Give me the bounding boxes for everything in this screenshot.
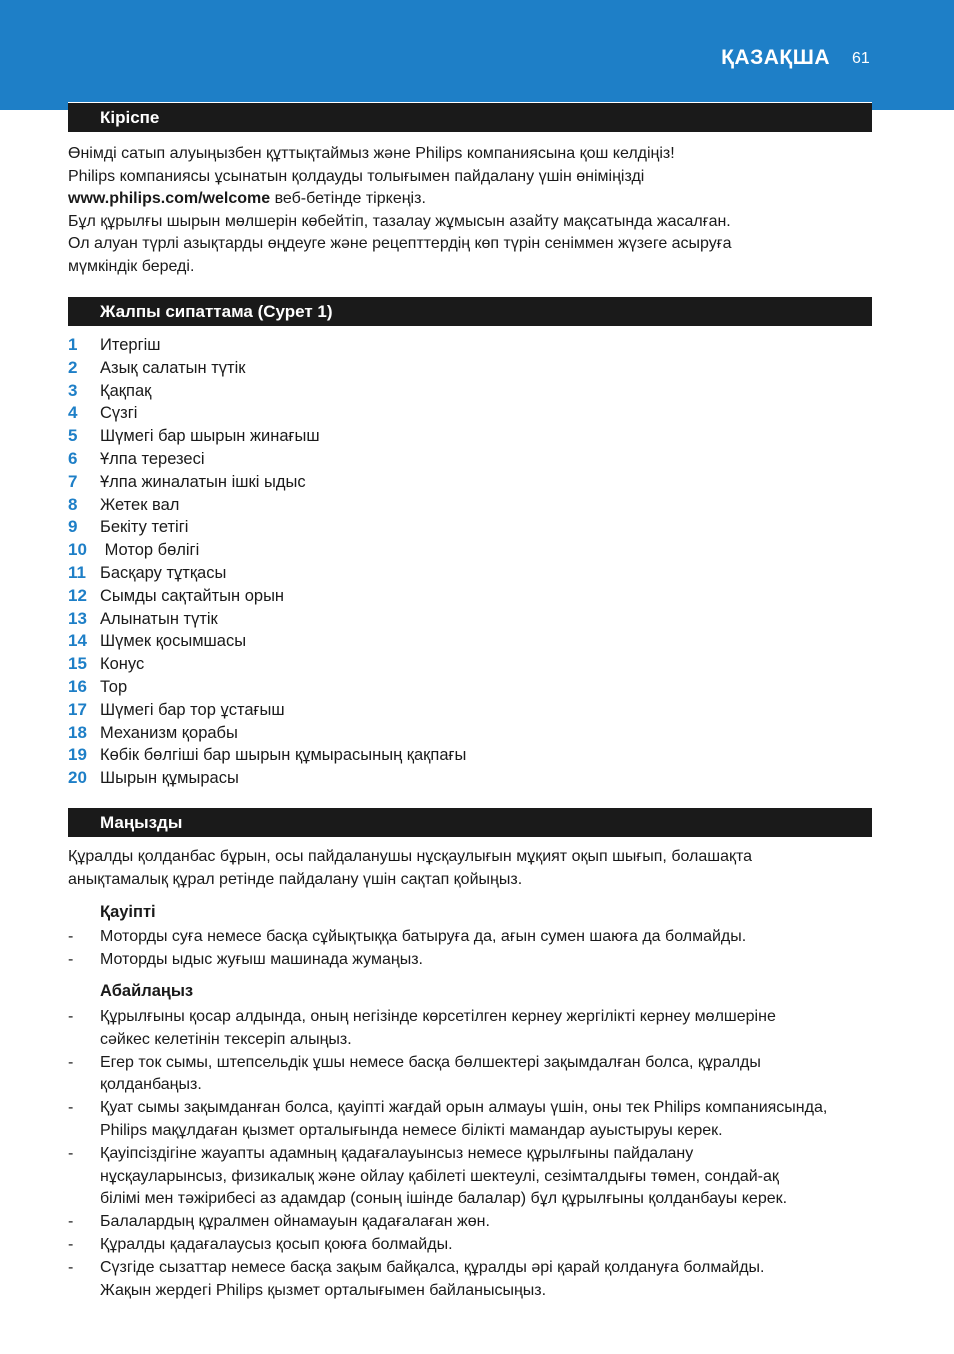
bullet-line: Қуат сымы зақымданған болса, қауіпті жағдай орын алмауы үшін, оны тек Philips компаниясында, [100,1099,828,1117]
part-number: 2 [68,357,78,377]
part-number: 12 [68,585,87,605]
bullet-dash: - [68,1213,74,1231]
bullet-item [68,1097,878,1143]
bullet-line: білімі мен тәжірибесі аз адамдар (соның ішінде балалар) бұл құрылғыны қолданбауы керек. [100,1190,788,1208]
website-link[interactable]: www.philips.com/welcome [68,190,271,207]
part-number: 11 [68,562,86,582]
part-item [68,334,466,357]
part-label: Сымды сақтайтын орын [100,586,285,605]
part-number: 5 [68,426,78,446]
bullet-line: Құралды қадағалаусыз қосып қоюға болмайды. [100,1235,453,1253]
part-number: 6 [68,448,78,468]
header-bar [0,0,954,110]
bullet-item [68,926,878,949]
part-number: 10 [68,540,87,560]
important-line: Құралды қолданбас бұрын, осы пайдаланушы нұсқаулығын мұқият оқып шығып, болашақта [68,848,753,865]
part-label: Ұлпа жиналатын ішкі ыдыс [100,472,306,491]
part-number: 8 [68,494,78,514]
part-label: Мотор бөлігі [100,541,200,560]
part-number: 1 [68,335,78,354]
part-item [68,562,466,585]
part-item [68,585,466,608]
part-item [68,744,466,767]
part-number: 19 [68,745,87,765]
bullet-dash: - [68,1144,74,1162]
danger-list [68,926,878,972]
part-label: Алынатын түтік [100,609,218,628]
part-item [68,722,466,745]
part-item [68,402,466,425]
bullet-dash: - [68,1099,74,1117]
part-label: Шүмек қосымшасы [100,632,247,651]
part-label: Сүзгі [100,404,138,423]
bullet-line: нұсқауларынсыз, физикалық және ойлау қабілеті шектеулі, сезімталдығы төмен, сондай-ақ [100,1167,779,1185]
important-paragraph [68,846,878,891]
page-number: 61 [852,50,870,67]
part-item [68,676,466,699]
part-item [68,471,466,494]
bullet-item [68,1052,878,1098]
part-label: Басқару тұтқасы [100,563,227,582]
bullet-item [68,1234,878,1257]
caution-list [68,1006,878,1302]
bullet-line: Сүзгіде сызаттар немесе басқа зақым байқалса, құралды әрі қарай қолдануға болмайды. [100,1258,765,1276]
part-label: Жетек вал [100,495,180,514]
intro-line: Ол алуан түрлі азықтарды өңдеуге және рецепттердің көп түрін сеніммен жүзеге асыруға [68,235,732,252]
bullet-line: Балалардың құралмен ойнамауын қадағалаған жөн. [100,1213,490,1231]
part-number: 13 [68,608,87,628]
bullet-line: Моторды суға немесе басқа сұйықтыққа батыруға да, ағын сумен шаюға да болмайды. [100,928,747,945]
part-label: Азық салатын түтік [100,358,246,377]
part-item [68,653,466,676]
bullet-line: Қауіпсіздігіне жауапты адамның қадағалауынсыз немесе құрылғыны пайдалану [100,1144,694,1162]
bullet-item [68,1257,878,1303]
intro-line: Бұл құрылғы шырын мөлшерін көбейтіп, тазалау жұмысын азайту мақсатында жасалған. [68,212,731,230]
part-item [68,608,466,631]
part-label: Ұлпа терезесі [100,449,205,468]
part-number: 14 [68,631,87,651]
bullet-line: Құрылғыны қосар алдында, оның негізінде көрсетілген кернеу жергілікті кернеу мөлшеріне [100,1008,776,1025]
bullet-line: қолданбаңыз. [100,1076,202,1094]
bullet-dash: - [68,1053,74,1071]
part-item [68,699,466,722]
part-label: Механизм қорабы [100,723,238,742]
part-label: Тор [100,677,128,696]
part-item [68,448,466,471]
intro-line: Өнімді сатып алуыңызбен құттықтаймыз және Philips компаниясына қош келдіңіз! [68,145,675,162]
part-item [68,630,466,653]
bullet-item [68,1006,878,1052]
bullet-dash: - [68,1258,74,1276]
bullet-dash: - [68,1008,74,1025]
part-label: Қақпақ [100,381,152,400]
bullet-dash: - [68,950,74,968]
part-number: 17 [68,699,87,719]
part-number: 4 [68,403,78,423]
part-label: Шүмегі бар шырын жинағыш [100,427,320,446]
intro-line: веб-бетінде тіркеңіз. [270,190,426,207]
intro-paragraph [68,143,878,278]
part-item [68,357,466,380]
intro-line: мүмкіндік береді. [68,257,195,275]
intro-line: Philips компаниясы ұсынатын қолдауды толығымен пайдалану үшін өніміңізді [68,167,645,185]
part-number: 18 [68,722,87,742]
part-item [68,516,466,539]
part-item [68,539,466,562]
part-number: 9 [68,517,78,537]
bullet-item [68,1211,878,1234]
caution-heading: Абайлаңыз [100,982,194,1000]
part-item [68,380,466,403]
bullet-line: Philips мақұлдаған қызмет орталығында немесе білікті мамандар ауыстыруы керек. [100,1121,723,1139]
part-label: Конус [100,655,145,674]
part-label: Итергіш [100,336,161,354]
language-title: ҚАЗАҚША [721,46,830,69]
bullet-line: Моторды ыдыс жуғыш машинада жумаңыз. [100,950,423,968]
part-label: Көбік бөлгіші бар шырын құмырасының қақпағы [100,746,467,765]
section-general-heading: Жалпы сипаттама (Сурет 1) [68,296,872,326]
bullet-item [68,1143,878,1211]
part-number: 16 [68,676,87,696]
part-label: Бекіту тетігі [100,518,189,537]
part-number: 3 [68,380,78,400]
section-intro-heading: Кіріспе [68,102,872,132]
bullet-line: Егер ток сымы, штепсельдік ұшы немесе басқа бөлшектері зақымдалған болса, құралды [100,1053,761,1071]
part-number: 15 [68,654,87,674]
part-label: Шырын құмырасы [100,769,239,788]
bullet-line: сәйкес келетінін тексеріп алыңыз. [100,1030,352,1048]
danger-heading: Қауіпті [100,903,156,921]
section-important-heading: Маңызды [68,807,872,837]
bullet-item [68,949,878,972]
bullet-line: Жақын жердегі Philips қызмет орталығымен байланысыңыз. [100,1281,547,1299]
parts-list [68,334,466,790]
bullet-dash: - [68,1235,74,1253]
bullet-dash: - [68,928,74,945]
part-label: Шүмегі бар тор ұстағыш [100,700,285,719]
part-number: 7 [68,471,78,491]
part-item [68,425,466,448]
important-line: анықтамалық құрал ретінде пайдалану үшін сақтап қойыңыз. [68,870,523,888]
part-item [68,767,466,790]
part-item [68,494,466,517]
part-number: 20 [68,768,87,788]
